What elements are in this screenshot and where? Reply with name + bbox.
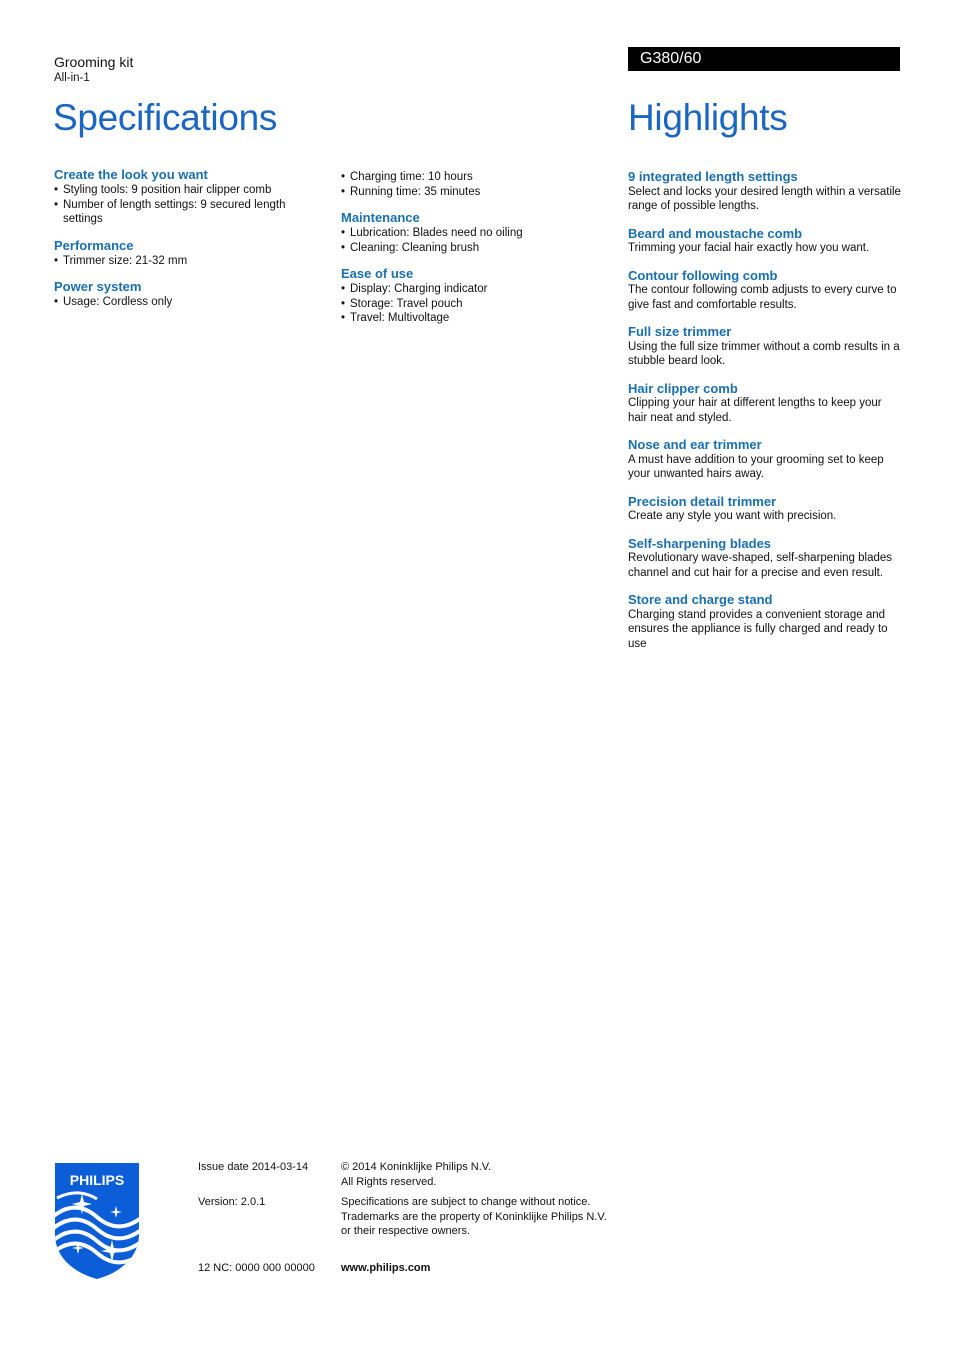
highlight-item xyxy=(628,325,903,369)
spec-section-heading: Maintenance xyxy=(341,210,420,225)
spec-section-heading: Ease of use xyxy=(341,266,414,281)
legal-line: or their respective owners. xyxy=(341,1225,470,1237)
highlight-item xyxy=(628,593,903,651)
highlight-text: Trimming your facial hair exactly how you want. xyxy=(628,242,870,254)
philips-logo-wordmark: PHILIPS xyxy=(69,1172,125,1188)
spec-list xyxy=(54,295,309,310)
legal-line: Specifications are subject to change without notice. xyxy=(341,1196,591,1208)
highlight-heading: Precision detail trimmer xyxy=(628,493,777,509)
spec-section-heading: Power system xyxy=(54,279,142,294)
highlight-text: A must have addition to your grooming set to keep your unwanted hairs away. xyxy=(628,453,884,480)
spec-section xyxy=(54,239,309,269)
product-name: Grooming kit xyxy=(54,54,134,70)
spec-item: • Usage: Cordless only xyxy=(54,295,309,310)
spec-item: • Cleaning: Cleaning brush xyxy=(341,241,596,256)
highlight-heading: 9 integrated length settings xyxy=(628,169,798,184)
highlight-text: The contour following comb adjusts to every curve to give fast and comfortable results. xyxy=(628,284,897,311)
highlights-column xyxy=(628,170,903,664)
nc-number: 12 NC: 0000 000 00000 xyxy=(198,1262,315,1274)
highlight-text: Revolutionary wave-shaped, self-sharpening blades channel and cut hair for a precise and even result. xyxy=(628,552,893,579)
legal-notice xyxy=(341,1195,607,1239)
highlight-heading: Store and charge stand xyxy=(628,592,773,607)
highlight-text: Create any style you want with precision. xyxy=(628,510,837,522)
highlight-item xyxy=(628,438,903,482)
highlight-item xyxy=(628,537,903,581)
spec-item: • Running time: 35 minutes xyxy=(341,185,596,200)
spec-item: • Storage: Travel pouch xyxy=(341,297,596,312)
spec-section xyxy=(341,267,596,326)
spec-item: • Number of length settings: 9 secured length settings xyxy=(54,198,309,227)
highlight-text: Using the full size trimmer without a comb results in a stubble beard look. xyxy=(628,340,900,367)
highlight-heading: Self-sharpening blades xyxy=(628,535,772,551)
specs-column-left xyxy=(54,168,309,310)
version: Version: 2.0.1 xyxy=(198,1196,266,1208)
highlights-title: Highlights xyxy=(628,97,788,138)
spec-list xyxy=(341,170,596,199)
issue-date: Issue date 2014-03-14 xyxy=(198,1161,309,1173)
model-number-bar: G380/60 xyxy=(628,47,900,71)
spec-item: • Lubrication: Blades need no oiling xyxy=(341,226,596,241)
highlight-heading: Full size trimmer xyxy=(628,324,732,339)
copyright-line: All Rights reserved. xyxy=(341,1175,437,1188)
spec-section-heading: Performance xyxy=(54,237,134,253)
copyright-line: © 2014 Koninklijke Philips N.V. xyxy=(341,1161,492,1173)
website-link[interactable]: www.philips.com xyxy=(341,1262,431,1274)
highlight-heading: Nose and ear trimmer xyxy=(628,437,762,452)
spec-item: • Display: Charging indicator xyxy=(341,282,596,297)
highlight-text: Select and locks your desired length within a versatile range of possible lengths. xyxy=(628,185,901,212)
spec-section xyxy=(54,280,309,310)
highlight-item xyxy=(628,495,903,524)
highlight-text: Clipping your hair at different lengths to keep your hair neat and styled. xyxy=(628,397,882,424)
highlight-heading: Hair clipper comb xyxy=(628,380,738,396)
philips-shield-logo xyxy=(54,1162,140,1280)
spec-item: • Charging time: 10 hours xyxy=(341,170,596,185)
highlight-heading: Beard and moustache comb xyxy=(628,225,803,241)
specifications-title: Specifications xyxy=(53,97,278,138)
highlight-heading: Contour following comb xyxy=(628,267,778,283)
legal-line: Trademarks are the property of Koninklijke Philips N.V. xyxy=(341,1210,607,1223)
spec-section xyxy=(341,211,596,255)
spec-list xyxy=(341,226,596,255)
spec-list xyxy=(54,183,309,227)
spec-list xyxy=(54,254,309,269)
product-subtitle: All-in-1 xyxy=(54,72,90,84)
highlight-item xyxy=(628,382,903,426)
highlight-text: Charging stand provides a convenient storage and ensures the appliance is fully charged and ready to use xyxy=(628,608,888,650)
spec-section xyxy=(54,168,309,227)
highlight-item xyxy=(628,269,903,313)
highlight-item xyxy=(628,227,903,256)
spec-item: • Styling tools: 9 position hair clipper comb xyxy=(54,183,309,198)
spec-item: • Trimmer size: 21-32 mm xyxy=(54,254,309,269)
copyright xyxy=(341,1160,491,1189)
highlight-item xyxy=(628,170,903,214)
spec-section-heading: Create the look you want xyxy=(54,167,208,182)
specs-column-middle xyxy=(341,170,596,326)
spec-item: • Travel: Multivoltage xyxy=(341,311,596,326)
spec-list xyxy=(341,282,596,326)
